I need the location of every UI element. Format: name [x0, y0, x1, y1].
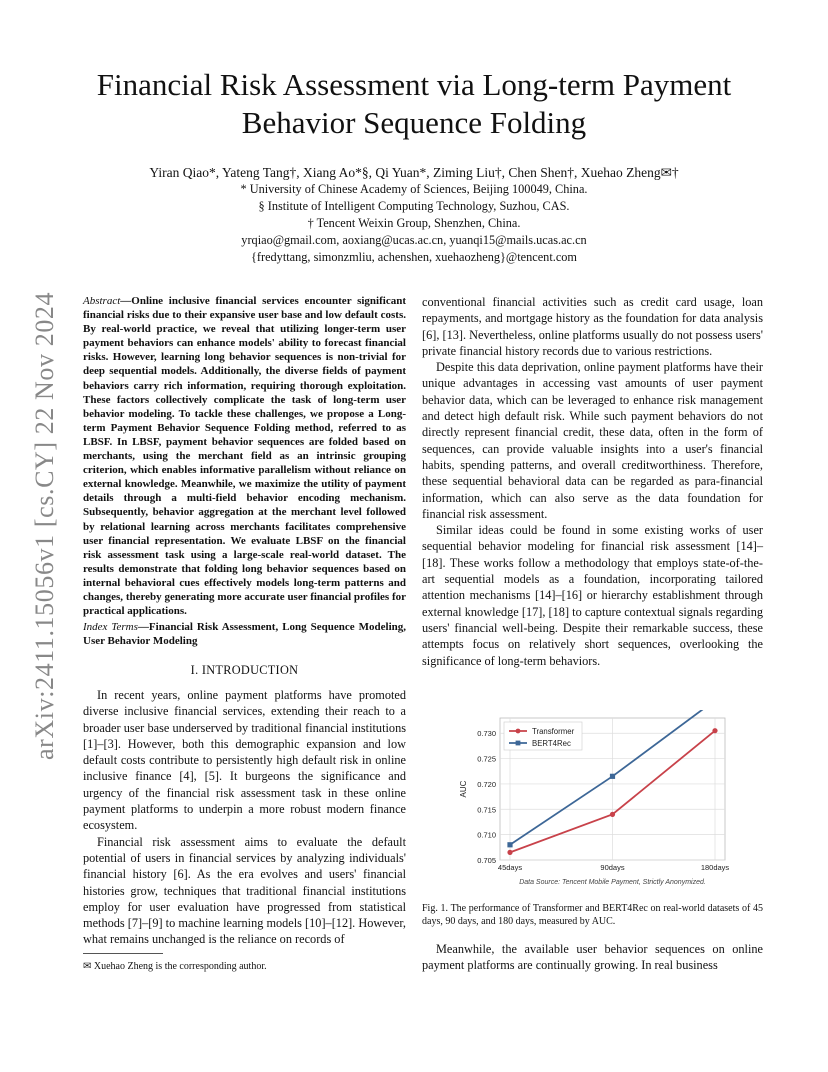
y-axis-label: AUC: [459, 780, 468, 798]
right-column-continuation: [422, 941, 763, 974]
y-tick-label: 0.725: [477, 754, 496, 764]
right-paragraph-1: conventional financial activities such as credit card usage, loan repayments, and mortgage history as the foundation for data analysis [6], [13]. Nevertheless, online platforms usually do not possess users' private financial history records due to various restrictions.: [422, 295, 764, 358]
legend-marker-bert4rec: [516, 741, 521, 746]
emails-line-1: yrqiao@gmail.com, aoxiang@ucas.ac.cn, yuanqi15@mails.ucas.ac.cn: [241, 233, 587, 247]
x-tick-label: 45days: [497, 863, 523, 872]
data-point-bert4rec: [507, 842, 512, 847]
arxiv-identifier: [10, 260, 59, 760]
arxiv-id-text: arXiv:2411.15056v1 [cs.CY] 22 Nov 2024: [30, 291, 59, 760]
intro-paragraph-1: In recent years, online payment platforms have promoted diverse inclusive financial services, extending their reach to a broader user base underserved by traditional financial institutions [1]–[3]. However, both this demographic expansion and low default costs contribute to persistently high default risk in online inclusive finance [4], [5]. It burgeons the significance and urgency of the financial risk assessment task in these online payment platforms to underpin a more robust modern finance ecosystem.: [83, 688, 406, 833]
footnote-divider: [83, 953, 163, 954]
paper-title: [40, 66, 788, 142]
intro-paragraph-2: Financial risk assessment aims to evaluate the default potential of users in financial services by analyzing individuals' financial history [6]. As the era evolves and users' financial histories grow, techniques that traditional financial institutions employ for user evaluation have progressed from statistical methods [7]–[9] to machine learning models [10]–[12]. However, what remains unchanged is the reliance on records of: [83, 834, 406, 947]
intro-right-column: [422, 294, 763, 669]
abstract-body: —Online inclusive financial services encounter significant financial risks due to their expansive user base and low default costs. By real-world practice, we reveal that utilizing longer-term user payment behaviors can enhance models' ability to forecast financial risks. However, learning long behavior sequences is non-trivial for deep sequential models. Additionally, the diverse fields of payment behaviors carry rich information, requiring thorough exploitation. These factors collectively complicate the task of long-term user behavior modeling. To tackle these challenges, we propose a Long-term Payment Behavior Sequence Folding method, referred to as LBSF. In LBSF, payment behavior sequences are folded based on merchants, using the merchant field as an intrinsic grouping criterion, which enables informative parallelism without reliance on external knowledge. Meanwhile, we maximize the utility of payment details through a multi-field behavior encoding mechanism. Subsequently, behavior aggregation at the merchant level followed by relational learning across merchants facilitates comprehensive user financial representation. We evaluate LBSF on the financial risk assessment task using a large-scale real-world dataset. The results demonstrate that folding long behavior sequences based on internal behavioral cues effectively models long-term patterns and changes, thereby generating more accurate user financial profiles for practical applications.: [83, 295, 406, 618]
index-terms-label: Index Terms: [83, 621, 138, 633]
title-line-2: Behavior Sequence Folding: [241, 105, 587, 140]
y-tick-label: 0.710: [477, 830, 496, 840]
y-tick-label: 0.720: [477, 779, 496, 789]
index-terms-body: —Financial Risk Assessment, Long Sequence Modeling, User Behavior Modeling: [83, 621, 406, 648]
chart-source-note: Data Source: Tencent Mobile Payment, Strictly Anonymized.: [519, 879, 706, 886]
x-tick-label: 90days: [600, 863, 625, 872]
author-list: Yiran Qiao*, Yateng Tang†, Xiang Ao*§, Qi Yuan*, Ziming Liu†, Chen Shen†, Xuehao Zheng✉†: [149, 165, 679, 180]
auc-line-chart: [440, 710, 740, 890]
affiliation-ucas: * University of Chinese Academy of Sciences, Beijing 100049, China.: [240, 182, 588, 196]
emails-line-2: {fredyttang, simonzmliu, achenshen, xuehaozheng}@tencent.com: [250, 250, 577, 264]
data-point-transformer: [712, 728, 717, 733]
abstract-label: Abstract: [83, 295, 121, 307]
title-line-1: Financial Risk Assessment via Long-term Payment: [96, 67, 732, 102]
right-paragraph-3: Similar ideas could be found in some existing works of user sequential behavior modeling for financial risk assessment [14]–[18]. These works follow a methodology that employs state-of-the-art sequential models as a foundation, incorporating tailored attention mechanisms [14]–[16] or hierarchy establishment through external knowledge [17], [18] to capture contextual signals regarding users' financial well-being. Despite their remarkable success, these attempts focus on relatively short sequences, overlooking the significance of long-term behaviors.: [422, 523, 763, 668]
affiliation-cas: § Institute of Intelligent Computing Technology, Suzhou, CAS.: [258, 199, 570, 213]
right-paragraph-2: Despite this data deprivation, online payment platforms have their unique advantages in accessing vast amounts of user payment behavior data, which can be leveraged to enhance risk management and detect high default risk. While such payment behaviors do not directly represent financial credit, these data, often in the form of sequences, can provide valuable insights into a user's financial habits, spending patterns, and overall creditworthiness. Therefore, these sequential behavioral data can be regarded as para-financial information, which can also serve as the data foundation for financial risk assessment.: [422, 360, 763, 521]
figure-1-caption: Fig. 1. The performance of Transformer and BERT4Rec on real-world datasets of 45 days, 90 days, and 180 days, measured by AUC.: [422, 903, 763, 927]
legend-label-bert4rec: BERT4Rec: [532, 739, 571, 748]
affiliation-tencent: † Tencent Weixin Group, Shenzhen, China.: [307, 216, 521, 230]
data-point-transformer: [610, 812, 615, 817]
data-point-transformer: [507, 850, 512, 855]
y-tick-label: 0.705: [477, 856, 496, 865]
y-tick-label: 0.730: [477, 729, 496, 739]
index-terms: [83, 620, 406, 648]
legend-label-transformer: Transformer: [532, 727, 575, 736]
data-point-bert4rec: [610, 774, 615, 779]
intro-left-column: [83, 687, 406, 948]
y-tick-label: 0.715: [477, 805, 496, 815]
right-paragraph-4: Meanwhile, the available user behavior sequences on online payment platforms are continually growing. In real business: [422, 942, 763, 973]
section-heading-introduction: I. INTRODUCTION: [190, 663, 299, 677]
abstract: [83, 294, 406, 618]
x-tick-label: 180days: [700, 863, 730, 872]
footnote-corresponding-author: ✉ Xuehao Zheng is the corresponding author.: [83, 961, 267, 972]
legend-marker-transformer: [516, 729, 521, 734]
